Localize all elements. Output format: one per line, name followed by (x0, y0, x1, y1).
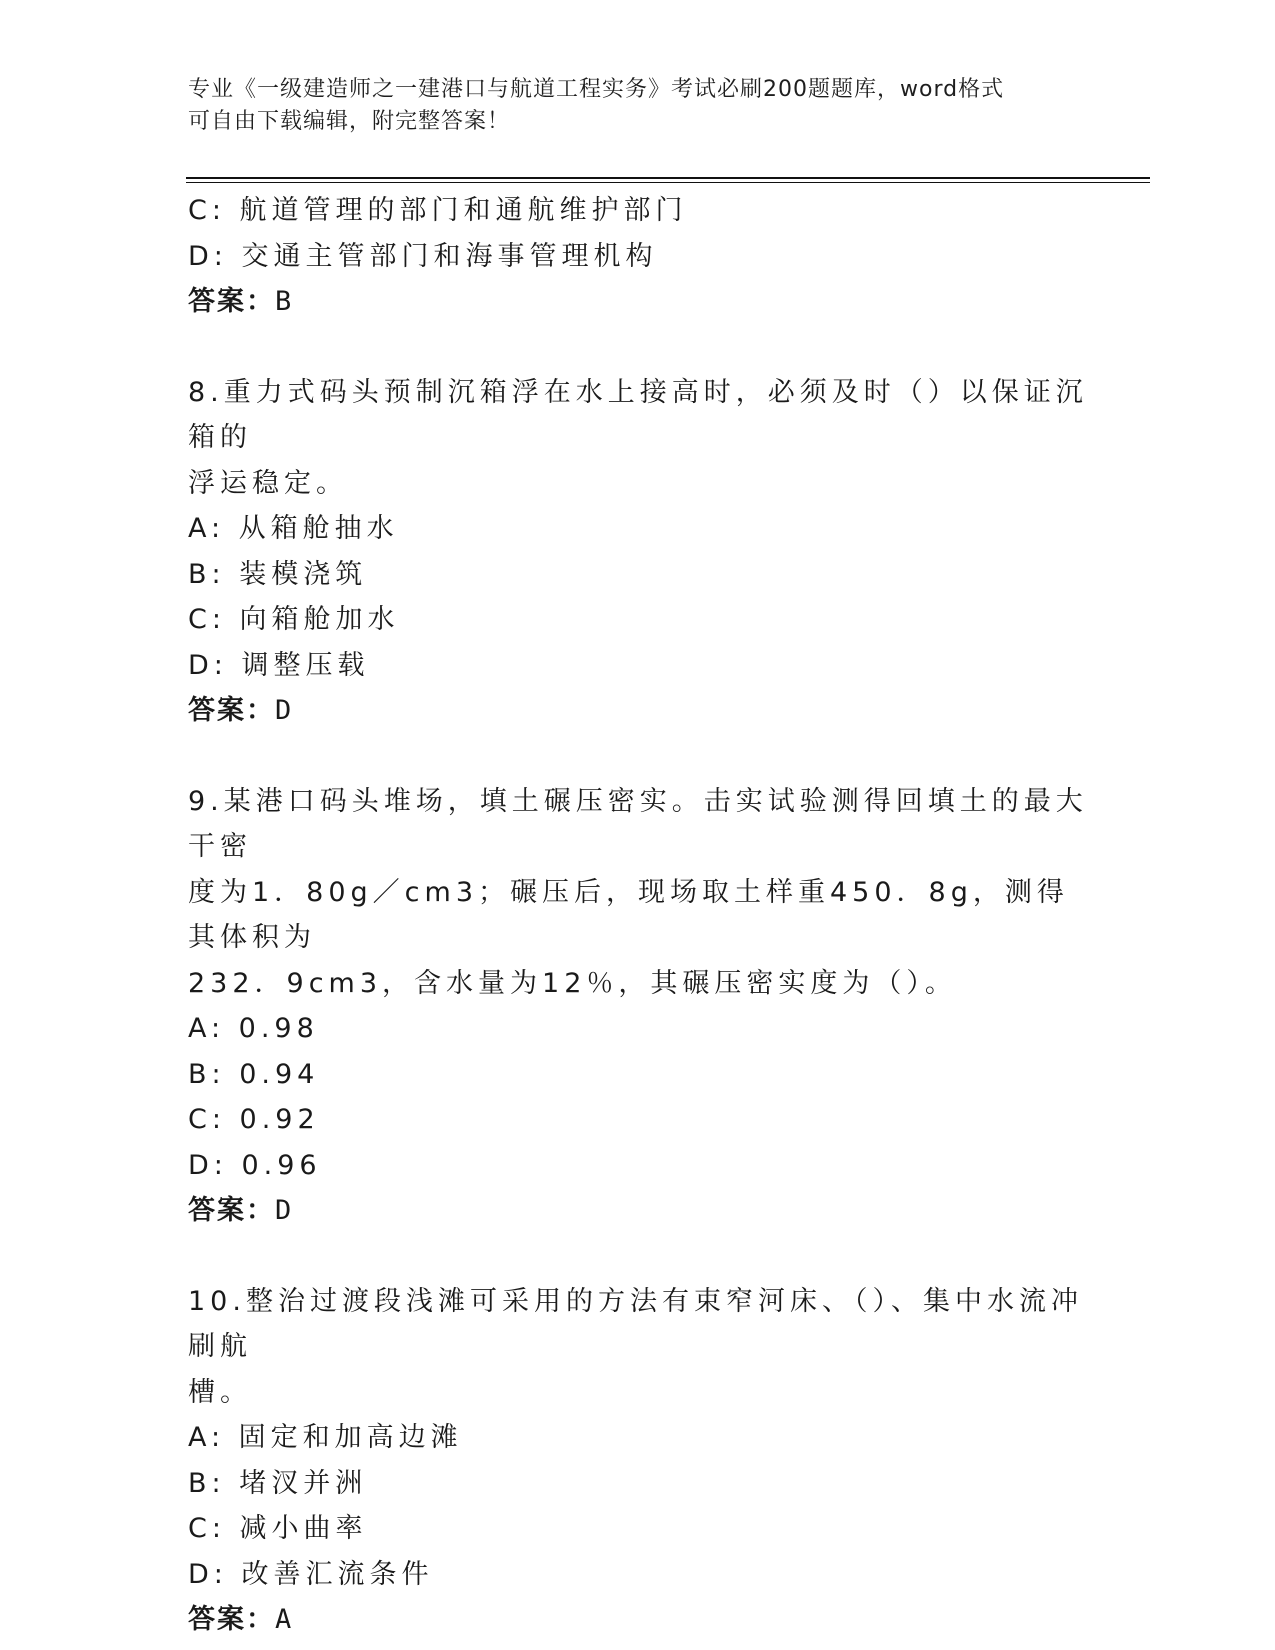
spacer (188, 325, 1088, 370)
option-c: C: 向箱舱加水 (188, 604, 400, 635)
question-stem-line: 9.某港口码头堆场，填土碾压密实。击实试验测得回填土的最大干密 (188, 785, 1088, 862)
option-b: B: 0.94 (188, 1058, 320, 1090)
question-stem-line: 度为1．80g／cm3；碾压后，现场取土样重450．8g，测得其体积为 (188, 876, 1069, 953)
question-stem-line: 232．9cm3，含水量为12％，其碾压密实度为（）。 (188, 967, 957, 999)
answer-value: D (275, 695, 294, 726)
header-rule-thin (186, 182, 1150, 183)
option-c: C: 减小曲率 (188, 1513, 368, 1544)
answer-line (188, 688, 1088, 734)
option-c: C: 航道管理的部门和通航维护部门 (188, 195, 688, 226)
question-stem-line: 槽。 (188, 1376, 252, 1408)
answer-label: 答案： (188, 286, 275, 317)
answer-value: D (275, 1195, 294, 1226)
option-d: D: 0.96 (188, 1149, 322, 1181)
question-9 (188, 779, 1088, 1234)
question-8 (188, 370, 1088, 734)
question-stem-line: 浮运稳定。 (188, 467, 348, 499)
option-a: A: 从箱舱抽水 (188, 513, 399, 544)
spacer (188, 1234, 1088, 1279)
spacer (188, 734, 1088, 779)
answer-value: A (275, 1604, 294, 1635)
answer-label: 答案： (188, 1604, 275, 1635)
header-line-2: 可自由下载编辑，附完整答案！ (188, 109, 511, 134)
answer-label: 答案： (188, 1195, 275, 1226)
option-c: C: 0.92 (188, 1104, 320, 1135)
option-a: A: 0.98 (188, 1013, 319, 1044)
question-stem-line: 10.整治过渡段浅滩可采用的方法有束窄河床、（）、集中水流冲刷航 (188, 1285, 1083, 1362)
option-b: B: 堵汊并洲 (188, 1467, 368, 1499)
answer-line (188, 1188, 1088, 1234)
header-rule-thick (186, 177, 1150, 179)
question-fragment (188, 188, 1088, 325)
answer-line (188, 1597, 1088, 1643)
option-d: D: 交通主管部门和海事管理机构 (188, 240, 658, 272)
document-body (188, 188, 1088, 1643)
option-d: D: 改善汇流条件 (188, 1558, 434, 1590)
question-10 (188, 1279, 1088, 1643)
option-a: A: 固定和加高边滩 (188, 1422, 463, 1453)
option-b: B: 装模浇筑 (188, 558, 368, 590)
answer-line (188, 279, 1088, 325)
answer-value: B (275, 286, 294, 317)
document-header (188, 74, 1068, 138)
question-stem-line: 8.重力式码头预制沉箱浮在水上接高时，必须及时（）以保证沉箱的 (188, 376, 1088, 453)
answer-label: 答案： (188, 695, 275, 726)
option-d: D: 调整压载 (188, 649, 370, 681)
header-line-1: 专业《一级建造师之一建港口与航道工程实务》考试必刷200题题库，word格式 (188, 77, 1005, 102)
